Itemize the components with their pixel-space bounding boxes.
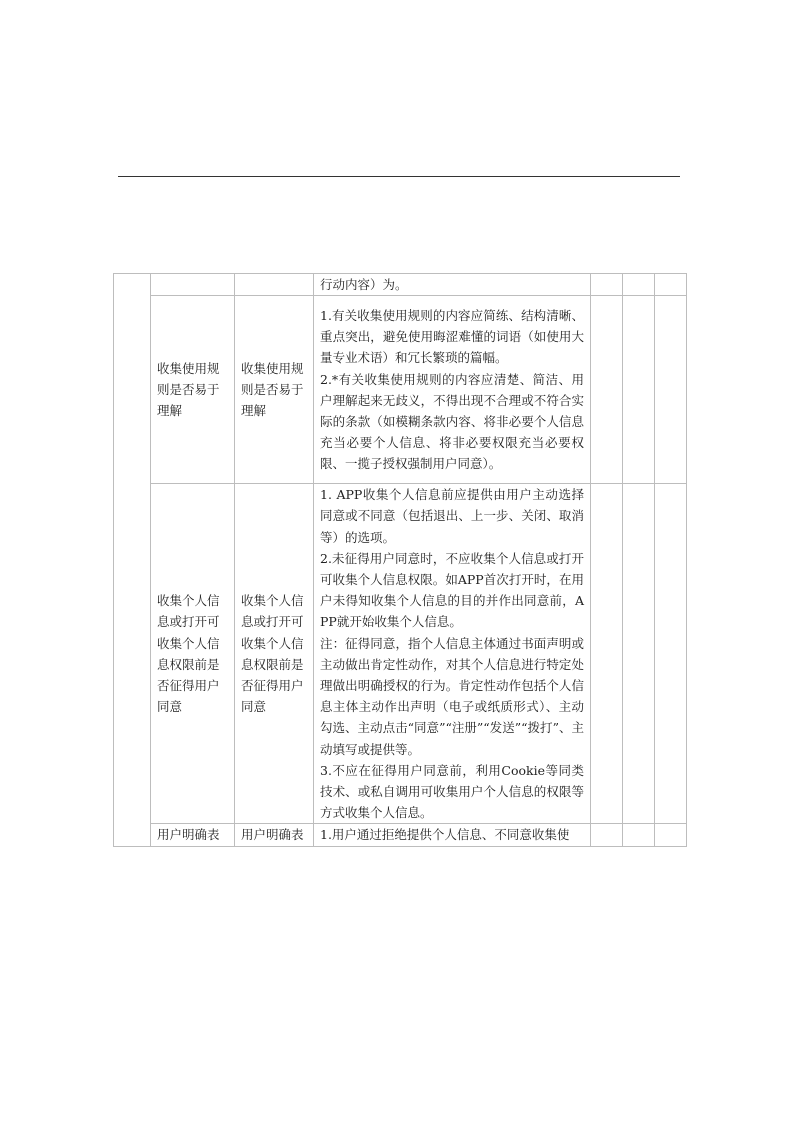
header-rule [118,176,680,177]
table-row [114,296,687,484]
item-cell: 收集个人信息或打开可收集个人信息权限前是否征得用户同意 [151,484,235,824]
content-paragraph: 1.有关收集使用规则的内容应简练、结构清晰、重点突出，避免使用晦涩难懂的词语（如使用大量专业术语）和冗长繁琐的篇幅。 [320,307,584,366]
requirements-table [113,273,687,847]
result-cell [623,824,655,846]
content-cell [314,274,591,296]
subitem-cell: 收集个人信息或打开可收集个人信息权限前是否征得用户同意 [235,484,314,824]
table-row [114,484,687,824]
subitem-cell: 收集使用规则是否易于理解 [235,296,314,484]
table-row [114,274,687,296]
result-cell [655,484,687,824]
result-cell [591,824,623,846]
item-cell: 用户明确表 [151,824,235,846]
result-cell [623,484,655,824]
content-cell [314,824,591,846]
result-cell [655,296,687,484]
content-paragraph: 2.*有关收集使用规则的内容应清楚、简洁、用户理解起来无歧义，不得出现不合理或不符合实际的条款（如模糊条款内容、将非必要个人信息充当必要个人信息、将非必要权限充当必要权限、一揽子授权强制用户同意）。 [320,371,584,472]
content-paragraph: 1.用户通过拒绝提供个人信息、不同意收集使 [320,827,570,843]
result-cell [591,484,623,824]
subitem-cell: 用户明确表 [235,824,314,846]
content-paragraph: 行动内容）为。 [320,277,408,292]
content-paragraph: 3.不应在征得用户同意前，利用Cookie等同类技术、或私自调用可收集用户个人信息的权限等方式收集个人信息。 [320,762,584,821]
content-cell [314,484,591,824]
result-cell [591,296,623,484]
content-paragraph: 注：征得同意，指个人信息主体通过书面声明或主动做出肯定性动作，对其个人信息进行特定处理做出明确授权的行为。肯定性动作包括个人信息主体主动作出声明（电子或纸质形式）、主动勾选、主动点击“同意”“注册”“发送”“拨打”、主动填写或提供等。 [320,635,584,757]
content-cell [314,296,591,484]
result-cell [655,274,687,296]
content-paragraph: 1. APP收集个人信息前应提供由用户主动选择同意或不同意（包括退出、上一步、关闭、取消等）的选项。 [320,487,584,545]
item-cell [151,274,235,296]
content-paragraph: 2.未征得用户同意时，不应收集个人信息或打开可收集个人信息权限。如APP首次打开时，在用户未得知收集个人信息的目的并作出同意前，APP就开始收集个人信息。 [320,550,584,630]
result-cell [655,824,687,846]
result-cell [623,296,655,484]
table-row [114,824,687,846]
item-cell: 收集使用规则是否易于理解 [151,296,235,484]
result-cell [591,274,623,296]
category-cell [114,274,151,847]
result-cell [623,274,655,296]
subitem-cell [235,274,314,296]
